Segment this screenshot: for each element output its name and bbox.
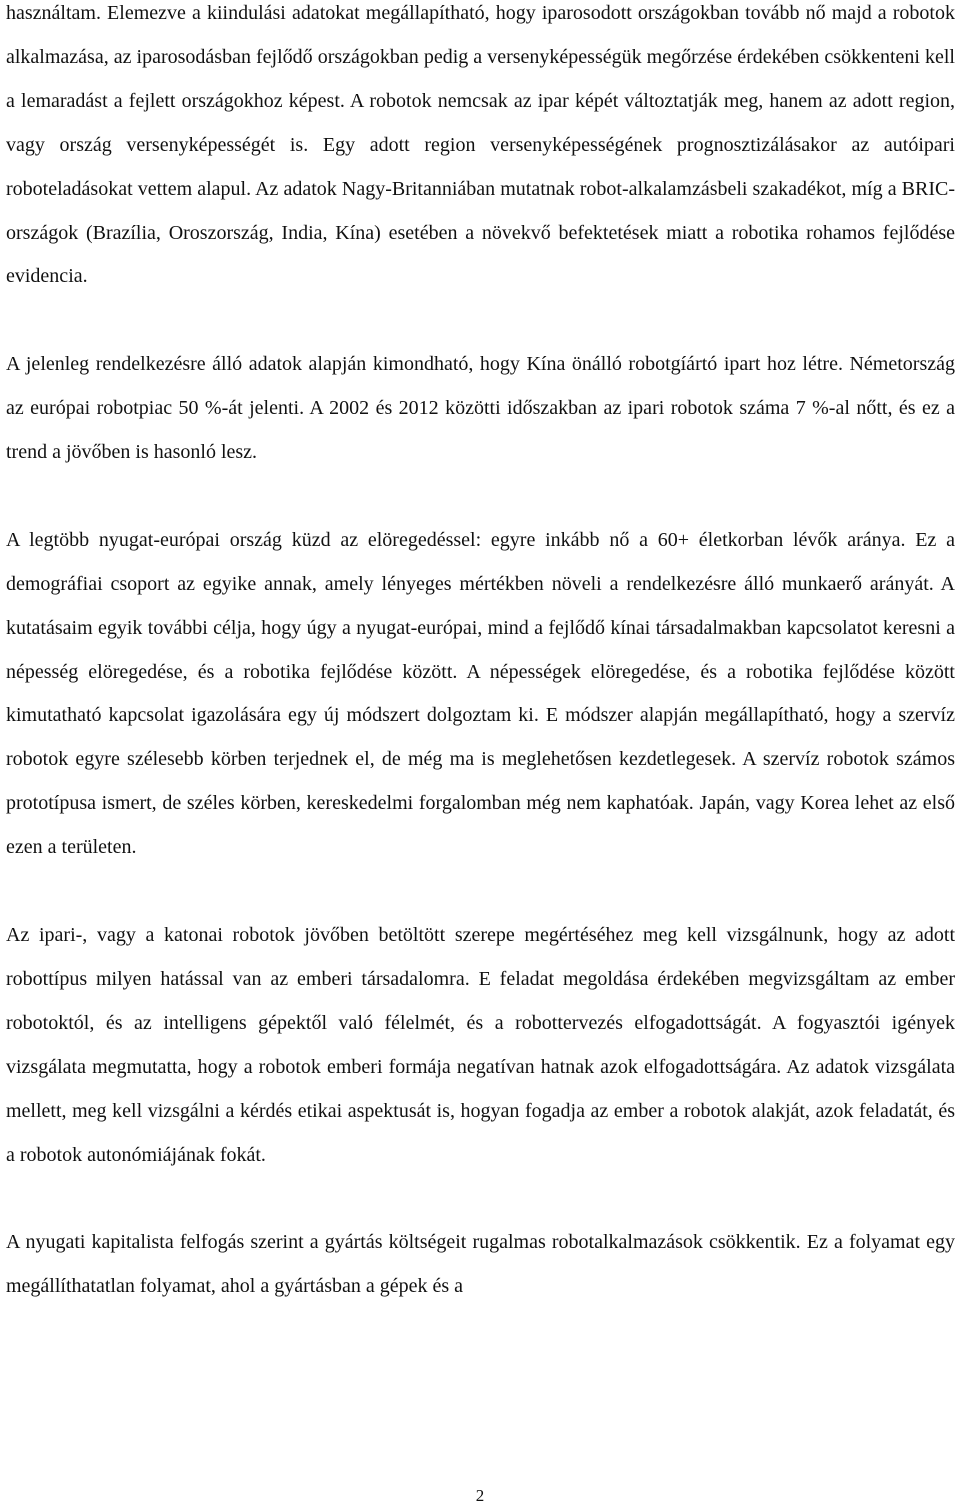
paragraph-5: A nyugati kapitalista felfogás szerint a gyártás költségeit rugalmas robotalkalmazások csökkentik. Ez a folyamat egy megállíthatatlan folyamat, ahol a gyártásban a gépek és a	[6, 1231, 955, 1298]
paragraph-1: használtam. Elemezve a kiindulási adatokat megállapítható, hogy iparosodott országokban tovább nő majd a robotok alkalmazása, az iparosodásban fejlődő országokban pedig a versenyképességük megőrzése érdekében csökkenteni kell a lemaradást a fejlett országokhoz képest. A robotok nemcsak az ipar képét változtatják meg, hanem az adott region, vagy ország versenyképességét is. Egy adott region versenyképességének prognosztizálásakor az autóipari roboteladásokat vettem alapul. Az adatok Nagy-Britanniában mutatnak robot-alkalamzásbeli szakadékot, míg a BRIC-országok (Brazília, Oroszország, India, Kína) esetében a növekvő befektetések miatt a robotika rohamos fejlődése evidencia.	[6, 2, 955, 288]
paragraph-2: A jelenleg rendelkezésre álló adatok alapján kimondható, hogy Kína önálló robotgíártó ipart hoz létre. Németország az európai robotpiac 50 %-át jelenti. A 2002 és 2012 közötti időszakban az ipari robotok száma 7 %-al nőtt, és ez a trend a jövőben is hasonló lesz.	[6, 353, 955, 464]
document-body	[6, 0, 955, 1309]
paragraph-4: Az ipari-, vagy a katonai robotok jövőben betöltött szerepe megértéséhez meg kell vizsgálnunk, hogy az adott robottípus milyen hatással van az emberi társadalomra. E feladat megoldása érdekében megvizsgáltam az ember robotoktól, és az intelligens gépektől való félelmét, és a robottervezés elfogadottságát. A fogyasztói igények vizsgálata megmutatta, hogy a robotok emberi formája negatívan hatnak azok elfogadottságára. Az adatok vizsgálata mellett, meg kell vizsgálni a kérdés etikai aspektusát is, hogyan fogadja az ember a robotok alakját, azok feladatát, és a robotok autonómiájának fokát.	[6, 923, 955, 1166]
page-number: 2	[475, 1486, 485, 1505]
paragraph-3: A legtöbb nyugat-európai ország küzd az elöregedéssel: egyre inkább nő a 60+ életkorban lévők aránya. Ez a demográfiai csoport az egyike annak, amely lényeges mértékben növeli a rendelkezésre álló munkaerő arányát. A kutatásaim egyik további célja, hogy úgy a nyugat-európai, mind a fejlődő kínai társadalmakban kapcsolatot keresni a népesség elöregedése, és a robotika fejlődése között. A népességek elöregedése, és a robotika fejlődése között kimutatható kapcsolat igazolására egy új módszert dolgoztam ki. E módszer alapján megállapítható, hogy a szervíz robotok egyre szélesebb körben terjednek el, de még ma is meglehetősen kezdetlegesek. A szervíz robotok számos prototípusa ismert, de széles körben, kereskedelmi forgalomban még nem kaphatóak. Japán, vagy Korea lehet az első ezen a területen.	[6, 528, 955, 859]
